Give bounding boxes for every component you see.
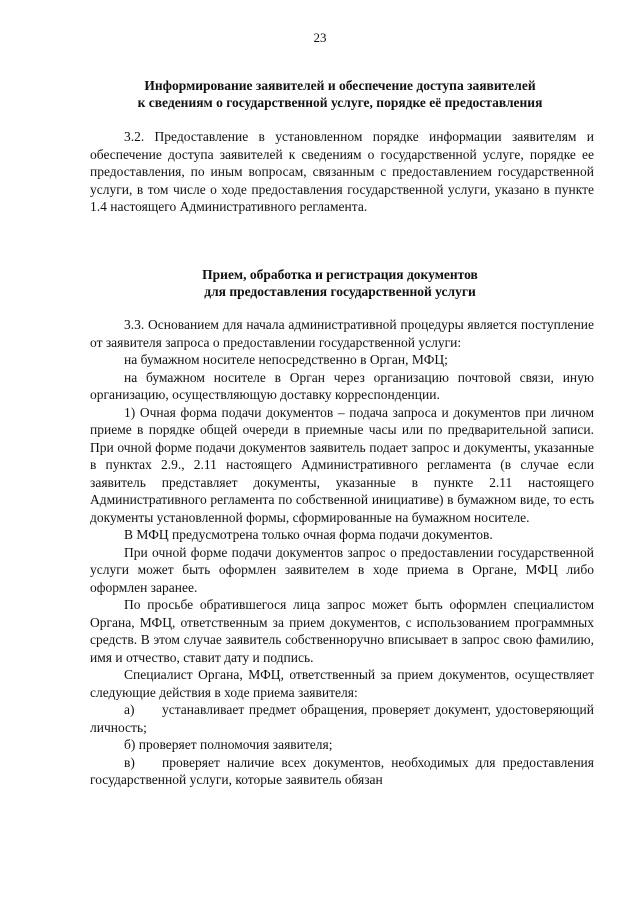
heading-line: для предоставления государственной услуги	[204, 284, 476, 299]
section-heading-reception	[80, 266, 600, 300]
heading-line: к сведениям о государственной услуге, порядке её предоставления	[137, 95, 543, 110]
list-item-text: проверяет наличие всех документов, необходимых для предоставления государственной услуги, которые заявитель обязан	[90, 754, 594, 787]
paragraph-paper-post: на бумажном носителе в Орган через организацию почтовой связи, иную организацию, осуществляющую доставку корреспонденции.	[90, 369, 594, 402]
list-item-c	[90, 754, 594, 789]
heading-line: Прием, обработка и регистрация документов	[202, 267, 478, 282]
section-body-informing	[90, 128, 594, 216]
paragraph-3-3: 3.3. Основанием для начала административной процедуры является поступление от заявителя запроса о предоставлении государственной услуги:	[90, 317, 594, 350]
section-body-reception	[90, 316, 594, 789]
page-number: 23	[313, 30, 327, 45]
section-heading-informing	[80, 77, 600, 111]
list-item-label: в)	[124, 754, 135, 770]
paragraph-request-drafting: При очной форме подачи документов запрос о предоставлении государственной услуги может быть оформлен заявителем в ходе приема в Органе, МФЦ либо оформлен заранее.	[90, 544, 594, 595]
paragraph-request-by-specialist: По просьбе обратившегося лица запрос может быть оформлен специалистом Органа, МФЦ, ответственным за прием документов, с использованием программных средств. В этом случае заявитель собственноручно вписывает в запрос свою фамилию, имя и отчество, ставит дату и подпись.	[90, 597, 594, 665]
paragraph-paper-direct: на бумажном носителе непосредственно в Орган, МФЦ;	[124, 352, 448, 367]
list-item-a	[90, 701, 594, 736]
paragraph-3-2: 3.2. Предоставление в установленном порядке информации заявителям и обеспечение доступа заявителей к сведениям о государственной услуге, порядке ее предоставления, по иным вопросам, связанным с предоставлением государственной услуги, в том числе о ходе предоставления государственной услуги, указано в пункте 1.4 настоящего Административного регламента.	[90, 129, 594, 214]
list-item-text: устанавливает предмет обращения, проверяет документ, удостоверяющий личность;	[90, 702, 594, 735]
list-item-b: б) проверяет полномочия заявителя;	[124, 737, 333, 752]
paragraph-specialist-actions: Специалист Органа, МФЦ, ответственный за прием документов, осуществляет следующие действия в ходе приема заявителя:	[90, 667, 594, 700]
paragraph-mfc-only: В МФЦ предусмотрена только очная форма подачи документов.	[124, 527, 493, 542]
heading-line: Информирование заявителей и обеспечение доступа заявителей	[144, 78, 536, 93]
paragraph-in-person-form: 1) Очная форма подачи документов – подача запроса и документов при личном приеме в порядке общей очереди в приемные часы или по предварительной записи. При очной форме подачи документов заявитель подает запрос и документы, указанные в пунктах 2.9., 2.11 настоящего Административного регламента (в случае если заявитель представляет документы, указанные в пункте 2.11 настоящего Административного регламента по собственной инициативе) в бумажном виде, то есть документы установленной формы, сформированные на бумажном носителе.	[90, 404, 594, 525]
list-item-label: а)	[124, 702, 135, 717]
